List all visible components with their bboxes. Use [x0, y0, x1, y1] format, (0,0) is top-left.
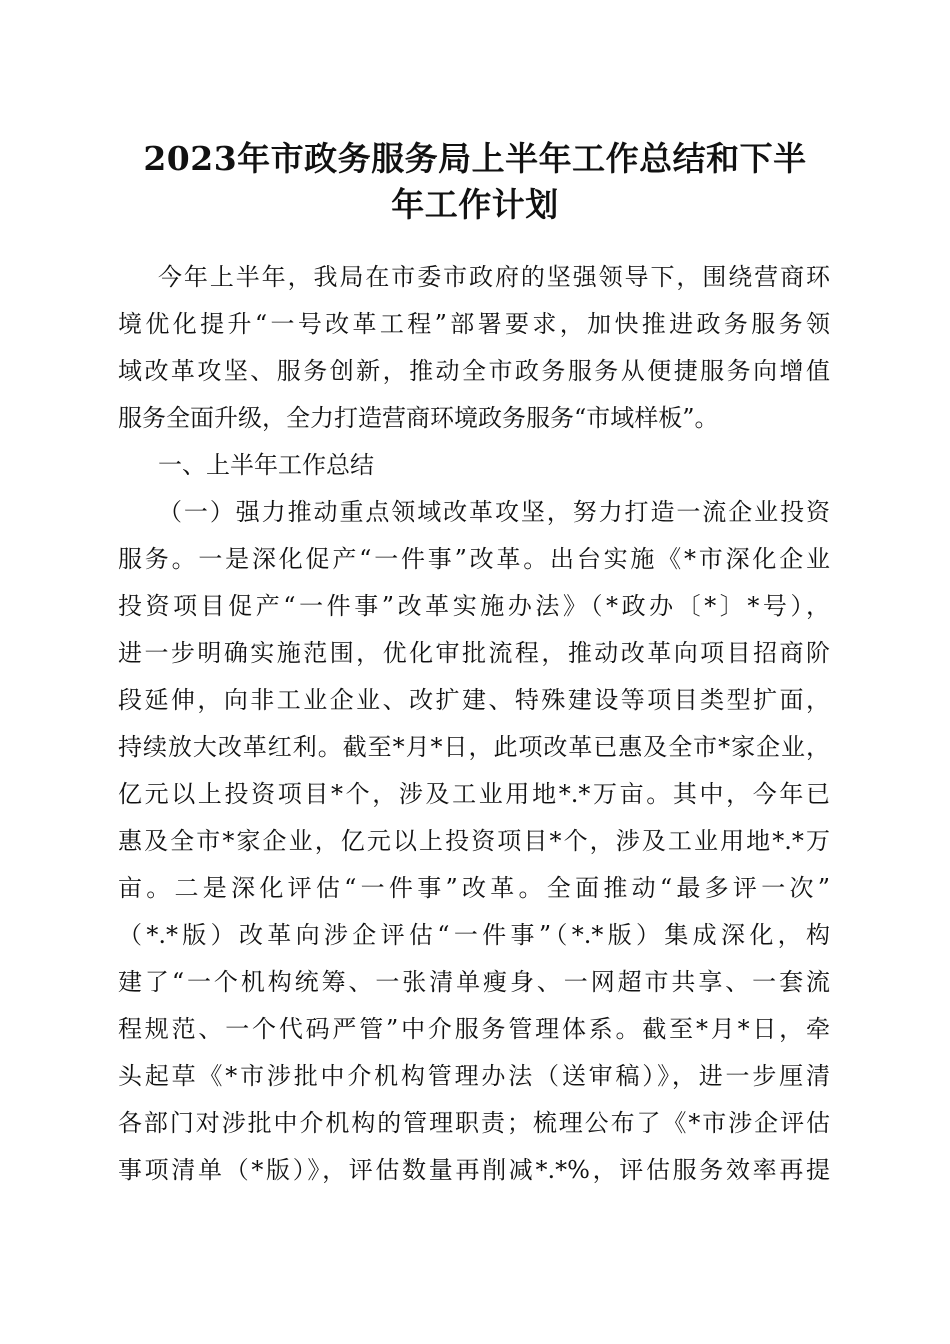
title-line-1: 2023年市政务服务局上半年工作总结和下半: [143, 139, 807, 178]
body-line: 段延伸，向非工业企业、改扩建、特殊建设等项目类型扩面，: [118, 686, 830, 714]
title-line-2: 年工作计划: [391, 185, 559, 224]
body-line: 各部门对涉批中介机构的管理职责；梳理公布了《*市涉企评估: [118, 1109, 830, 1137]
body-line: 程规范、一个代码严管”中介服务管理体系。截至*月*日，牵: [118, 1015, 830, 1043]
intro-line: 今年上半年，我局在市委市政府的坚强领导下，围绕营商环: [158, 263, 830, 291]
body-line: （一）强力推动重点领域改革攻坚，努力打造一流企业投资: [158, 498, 830, 526]
body-line: 投资项目促产“一件事”改革实施办法》（*政办〔*〕*号），: [118, 592, 830, 620]
body-line: 亿元以上投资项目*个，涉及工业用地*.*万亩。其中，今年已: [118, 780, 830, 808]
section-heading: 一、上半年工作总结: [158, 451, 374, 479]
body-line: 惠及全市*家企业，亿元以上投资项目*个，涉及工业用地*.*万: [118, 827, 830, 855]
document-title: [110, 136, 840, 228]
body-line: （*.*版）改革向涉企评估“一件事”（*.*版）集成深化，构: [118, 921, 830, 949]
document-body: [118, 254, 830, 1194]
body-line: 亩。二是深化评估“一件事”改革。全面推动“最多评一次”: [118, 874, 830, 902]
body-line: 服务。一是深化促产“一件事”改革。出台实施《*市深化企业: [118, 545, 830, 573]
body-line: 头起草《*市涉批中介机构管理办法（送审稿）》，进一步厘清: [118, 1062, 830, 1090]
body-line: 持续放大改革红利。截至*月*日，此项改革已惠及全市*家企业，: [118, 733, 830, 761]
intro-line: 服务全面升级，全力打造营商环境政务服务“市域样板”。: [118, 404, 719, 432]
body-line: 进一步明确实施范围，优化审批流程，推动改革向项目招商阶: [118, 639, 830, 667]
body-line: 建了“一个机构统筹、一张清单瘦身、一网超市共享、一套流: [118, 968, 830, 996]
intro-line: 域改革攻坚、服务创新，推动全市政务服务从便捷服务向增值: [118, 357, 830, 385]
intro-line: 境优化提升“一号改革工程”部署要求，加快推进政务服务领: [118, 310, 830, 338]
body-line: 事项清单（*版）》，评估数量再削减*.*%，评估服务效率再提: [118, 1156, 830, 1184]
